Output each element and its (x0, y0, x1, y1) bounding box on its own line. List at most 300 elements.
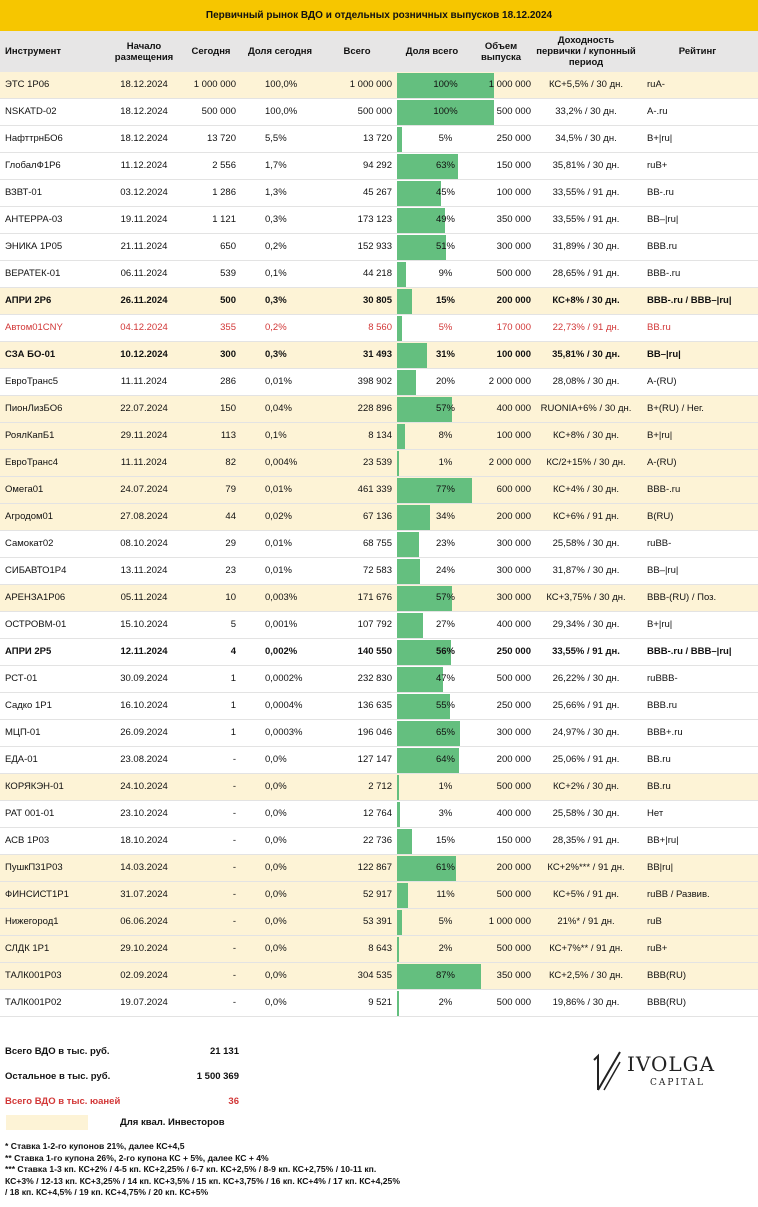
today-share-cell: 0,1% (265, 430, 287, 441)
today-share-cell: 0,002% (265, 646, 298, 657)
start-date-cell: 18.12.2024 (120, 106, 168, 117)
table-row (0, 153, 758, 180)
total-rest-value: 1 500 369 (196, 1071, 239, 1082)
volume-cell: 250 000 (496, 133, 531, 144)
instrument-cell: СЗА БО-01 (5, 349, 56, 360)
start-date-cell: 10.12.2024 (120, 349, 168, 360)
start-date-cell: 30.09.2024 (120, 673, 168, 684)
start-date-cell: 06.11.2024 (120, 268, 168, 279)
rating-cell: BB.ru (647, 754, 671, 765)
table-row (0, 612, 758, 639)
today-cell: 4 (230, 646, 236, 657)
volume-cell: 500 000 (496, 106, 531, 117)
total-cell: 72 583 (362, 565, 392, 576)
instrument-cell: ЕвроТранс5 (5, 376, 59, 387)
col-today-share: Доля сегодня (247, 46, 313, 57)
total-share-cell: 57% (435, 592, 455, 603)
yield-cell: КС+3,75% / 30 дн. (546, 592, 626, 603)
logo-text: IVOLGA (627, 1052, 716, 1076)
volume-cell: 400 000 (496, 808, 531, 819)
rating-cell: BBB+.ru (647, 727, 683, 738)
instrument-cell: Автом01CNY (5, 322, 63, 333)
volume-cell: 200 000 (496, 862, 531, 873)
volume-cell: 2 000 000 (488, 376, 531, 387)
total-cell: 461 339 (357, 484, 392, 495)
yield-cell: 33,2% / 30 дн. (555, 106, 617, 117)
total-cell: 228 896 (357, 403, 392, 414)
today-cell: - (232, 916, 236, 927)
volume-cell: 300 000 (496, 565, 531, 576)
table-row (0, 828, 758, 855)
instrument-cell: Омега01 (5, 484, 44, 495)
start-date-cell: 11.11.2024 (120, 457, 168, 468)
today-share-cell: 0,0% (265, 889, 287, 900)
table-row (0, 639, 758, 666)
table-row (0, 261, 758, 288)
volume-cell: 150 000 (496, 835, 531, 846)
instrument-cell: СЛДК 1Р1 (5, 943, 50, 954)
instrument-cell: ОСТРОВМ-01 (5, 619, 67, 630)
rating-cell: BB–|ru| (647, 349, 681, 360)
col-today: Сегодня (191, 46, 231, 57)
instrument-cell: ПионЛизБО6 (5, 403, 63, 414)
yield-cell: КС+2% / 30 дн. (552, 781, 620, 792)
total-share-cell: 51% (435, 241, 455, 252)
total-cny-label: Всего ВДО в тыс. юаней (5, 1096, 121, 1107)
instrument-cell: ТАЛК001Р02 (5, 997, 62, 1008)
yield-cell: 22,73% / 91 дн. (552, 322, 620, 333)
start-date-cell: 18.12.2024 (120, 133, 168, 144)
table-row (0, 936, 758, 963)
table-row (0, 774, 758, 801)
rating-cell: BB+|ru| (647, 835, 679, 846)
total-cell: 22 736 (362, 835, 392, 846)
total-cell: 67 136 (362, 511, 392, 522)
today-share-cell: 0,0% (265, 943, 287, 954)
instrument-cell: МЦП-01 (5, 727, 41, 738)
total-cell: 9 521 (368, 997, 392, 1008)
legend-qualified-label: Для квал. Инвесторов (120, 1117, 225, 1128)
volume-cell: 500 000 (496, 889, 531, 900)
today-cell: 44 (225, 511, 236, 522)
instrument-cell: АНТЕРРА-03 (5, 214, 63, 225)
table-row (0, 423, 758, 450)
table-row (0, 207, 758, 234)
rating-cell: ruB (647, 916, 662, 927)
total-share-cell: 63% (435, 160, 455, 171)
rating-cell: BBB-.ru (647, 268, 681, 279)
yield-cell: 21%* / 91 дн. (557, 916, 615, 927)
volume-cell: 1 000 000 (488, 79, 531, 90)
total-share-cell: 15% (435, 295, 455, 306)
yield-cell: 35,81% / 30 дн. (552, 160, 620, 171)
yield-cell: 28,35% / 91 дн. (552, 835, 620, 846)
table-row (0, 531, 758, 558)
start-date-cell: 22.07.2024 (120, 403, 168, 414)
rating-cell: BB|ru| (647, 862, 674, 873)
rating-cell: BBB-(RU) / Поз. (647, 592, 717, 603)
col-total-share: Доля всего (405, 46, 459, 57)
today-share-cell: 0,004% (265, 457, 298, 468)
total-cell: 122 867 (357, 862, 392, 873)
legend-swatch (6, 1115, 88, 1130)
instrument-cell: Садко 1Р1 (5, 700, 52, 711)
rating-cell: ruA- (647, 79, 665, 90)
yield-cell: 33,55% / 91 дн. (552, 214, 620, 225)
col-instrument: Инструмент (5, 46, 62, 57)
table-row (0, 369, 758, 396)
rating-cell: BB–|ru| (647, 565, 679, 576)
yield-cell: 25,06% / 91 дн. (552, 754, 620, 765)
volume-cell: 250 000 (496, 646, 531, 657)
total-cell: 30 805 (362, 295, 392, 306)
today-share-cell: 0,04% (265, 403, 292, 414)
table-row (0, 99, 758, 126)
rating-cell: BB.ru (647, 781, 671, 792)
col-start: Начало размещения (114, 40, 174, 63)
yield-cell: КС+4% / 30 дн. (552, 484, 620, 495)
yield-cell: 25,58% / 30 дн. (552, 808, 620, 819)
start-date-cell: 27.08.2024 (120, 511, 168, 522)
start-date-cell: 18.10.2024 (120, 835, 168, 846)
instrument-cell: РоялКапБ1 (5, 430, 55, 441)
total-vdo-label: Всего ВДО в тыс. руб. (5, 1046, 110, 1057)
volume-cell: 350 000 (496, 214, 531, 225)
rating-cell: A-.ru (647, 106, 668, 117)
start-date-cell: 03.12.2024 (120, 187, 168, 198)
total-share-cell: 55% (435, 700, 455, 711)
today-cell: 1 121 (212, 214, 236, 225)
start-date-cell: 08.10.2024 (120, 538, 168, 549)
total-cell: 31 493 (362, 349, 392, 360)
today-share-cell: 0,0% (265, 808, 287, 819)
total-cell: 8 560 (368, 322, 392, 333)
today-cell: - (232, 808, 236, 819)
total-share-cell: 15% (435, 835, 455, 846)
table-row (0, 504, 758, 531)
table-row (0, 693, 758, 720)
rating-cell: ruB+ (647, 160, 668, 171)
table-row (0, 342, 758, 369)
total-share-cell: 11% (436, 889, 455, 900)
today-share-cell: 0,3% (265, 214, 287, 225)
table-row (0, 909, 758, 936)
rating-cell: ruBB- (647, 538, 672, 549)
total-share-cell: 65% (435, 727, 455, 738)
today-share-cell: 0,0% (265, 997, 287, 1008)
today-share-cell: 0,01% (265, 565, 292, 576)
rating-cell: BBB(RU) (647, 970, 687, 981)
today-cell: 1 (230, 700, 236, 711)
table-body (0, 72, 758, 1017)
start-date-cell: 16.10.2024 (120, 700, 168, 711)
yield-cell: КС+6% / 91 дн. (552, 511, 620, 522)
total-share-cell: 45% (435, 187, 455, 198)
total-cell: 94 292 (362, 160, 392, 171)
start-date-cell: 14.03.2024 (120, 862, 168, 873)
footnote: * Ставка 1-2-го купонов 21%, далее КС+4,5 (5, 1141, 185, 1151)
instrument-cell: ВЗВТ-01 (5, 187, 42, 198)
instrument-cell: НафттрнБО6 (5, 133, 63, 144)
volume-cell: 200 000 (496, 295, 531, 306)
total-share-cell: 5% (438, 133, 453, 144)
volume-cell: 500 000 (496, 997, 531, 1008)
volume-cell: 500 000 (496, 943, 531, 954)
rating-cell: ruB+ (647, 943, 668, 954)
today-cell: 500 (220, 295, 236, 306)
yield-cell: 35,81% / 30 дн. (552, 349, 620, 360)
rating-cell: B+|ru| (647, 430, 673, 441)
yield-cell: КС+7%** / 91 дн. (549, 943, 623, 954)
table-row (0, 180, 758, 207)
total-cell: 13 720 (362, 133, 392, 144)
yield-cell: 19,86% / 30 дн. (552, 997, 620, 1008)
yield-cell: 28,08% / 30 дн. (552, 376, 620, 387)
today-share-cell: 0,0% (265, 916, 287, 927)
yield-cell: КС+5,5% / 30 дн. (548, 79, 624, 90)
col-rating: Рейтинг (678, 46, 717, 57)
today-cell: 1 (230, 727, 236, 738)
today-cell: 13 720 (206, 133, 236, 144)
total-cell: 398 902 (357, 376, 392, 387)
total-rest-label: Остальное в тыс. руб. (5, 1071, 111, 1082)
total-cell: 304 535 (357, 970, 392, 981)
col-total: Всего (343, 46, 371, 57)
total-cell: 52 917 (362, 889, 392, 900)
start-date-cell: 31.07.2024 (120, 889, 168, 900)
volume-cell: 100 000 (496, 430, 531, 441)
start-date-cell: 21.11.2024 (120, 241, 168, 252)
start-date-cell: 19.11.2024 (120, 214, 168, 225)
volume-cell: 250 000 (496, 700, 531, 711)
today-cell: 1 000 000 (193, 79, 236, 90)
rating-cell: A-(RU) (647, 457, 677, 468)
today-share-cell: 0,0% (265, 781, 287, 792)
rating-cell: BB-.ru (647, 187, 674, 198)
today-cell: - (232, 889, 236, 900)
today-cell: - (232, 754, 236, 765)
today-share-cell: 0,0% (265, 862, 287, 873)
table-row (0, 477, 758, 504)
instrument-cell: РСТ-01 (5, 673, 38, 684)
instrument-cell: ЕвроТранс4 (5, 457, 59, 468)
yield-cell: КС/2+15% / 30 дн. (546, 457, 626, 468)
total-cell: 500 000 (357, 106, 392, 117)
volume-cell: 200 000 (496, 754, 531, 765)
start-date-cell: 18.12.2024 (120, 79, 168, 90)
total-vdo (5, 1046, 239, 1057)
total-cny (5, 1096, 239, 1107)
yield-cell: 31,89% / 30 дн. (552, 241, 620, 252)
total-share-cell: 87% (435, 970, 455, 981)
today-cell: 286 (220, 376, 236, 387)
today-share-cell: 0,01% (265, 484, 292, 495)
volume-cell: 500 000 (496, 268, 531, 279)
start-date-cell: 26.09.2024 (120, 727, 168, 738)
total-share-cell: 8% (438, 430, 453, 441)
yield-cell: 29,34% / 30 дн. (552, 619, 620, 630)
total-cell: 232 830 (357, 673, 392, 684)
volume-cell: 150 000 (496, 160, 531, 171)
rating-cell: B(RU) (647, 511, 674, 522)
start-date-cell: 29.11.2024 (120, 430, 168, 441)
volume-cell: 1 000 000 (488, 916, 531, 927)
total-cell: 107 792 (357, 619, 392, 630)
total-vdo-value: 21 131 (209, 1046, 239, 1057)
today-cell: 2 556 (212, 160, 236, 171)
today-share-cell: 100,0% (265, 106, 298, 117)
volume-cell: 2 000 000 (488, 457, 531, 468)
table-row (0, 720, 758, 747)
volume-cell: 300 000 (496, 241, 531, 252)
start-date-cell: 13.11.2024 (120, 565, 168, 576)
total-share-cell: 64% (435, 754, 455, 765)
instrument-cell: ТАЛК001Р03 (5, 970, 62, 981)
rating-cell: BB–|ru| (647, 214, 679, 225)
total-cell: 173 123 (357, 214, 392, 225)
yield-cell: 31,87% / 30 дн. (552, 565, 620, 576)
yield-cell: КС+8% / 30 дн. (552, 295, 620, 306)
table-row (0, 396, 758, 423)
table-row (0, 747, 758, 774)
total-cell: 12 764 (362, 808, 392, 819)
today-share-cell: 0,2% (265, 322, 287, 333)
instrument-cell: АПРИ 2Р5 (5, 646, 52, 657)
total-cell: 171 676 (357, 592, 392, 603)
logo-subtext: CAPITAL (650, 1078, 705, 1088)
rating-cell: Нет (647, 808, 664, 819)
total-cell: 8 134 (368, 430, 392, 441)
instrument-cell: АРЕНЗА1Р06 (5, 592, 66, 603)
rating-cell: B+|ru| (647, 619, 673, 630)
total-share-cell: 100% (433, 106, 458, 117)
volume-cell: 600 000 (496, 484, 531, 495)
total-cell: 2 712 (368, 781, 392, 792)
today-share-cell: 0,0003% (265, 727, 303, 738)
table-row (0, 315, 758, 342)
volume-cell: 100 000 (496, 187, 531, 198)
today-cell: - (232, 781, 236, 792)
total-cell: 23 539 (362, 457, 392, 468)
total-share-cell: 1% (438, 457, 453, 468)
total-cell: 1 000 000 (349, 79, 392, 90)
start-date-cell: 02.09.2024 (120, 970, 168, 981)
total-share-cell: 77% (435, 484, 455, 495)
instrument-cell: КОРЯКЭН-01 (5, 781, 64, 792)
instrument-cell: NSKATD-02 (5, 106, 57, 117)
page-title: Первичный рынок ВДО и отдельных розничных выпусков 18.12.2024 (0, 0, 758, 31)
table-row (0, 855, 758, 882)
volume-cell: 300 000 (496, 538, 531, 549)
today-share-cell: 5,5% (265, 133, 287, 144)
today-cell: - (232, 835, 236, 846)
yield-cell: RUONIA+6% / 30 дн. (540, 403, 632, 414)
today-cell: - (232, 997, 236, 1008)
table-row (0, 666, 758, 693)
today-share-cell: 0,001% (265, 619, 298, 630)
table-row (0, 558, 758, 585)
rating-cell: BBB(RU) (647, 997, 687, 1008)
table-row (0, 234, 758, 261)
rating-cell: BBB-.ru / BBB–|ru| (647, 295, 732, 306)
instrument-cell: Самокат02 (5, 538, 54, 549)
today-share-cell: 0,0% (265, 835, 287, 846)
instrument-cell: СИБАВТО1Р4 (5, 565, 67, 576)
footnote: ** Ставка 1-го купона 26%, 2-го купона КС + 5%, далее КС + 4% (5, 1152, 269, 1163)
total-cell: 196 046 (357, 727, 392, 738)
col-yield: Доходность первички / купонный период (536, 35, 636, 68)
total-cell: 127 147 (357, 754, 392, 765)
volume-cell: 400 000 (496, 619, 531, 630)
total-cell: 45 267 (362, 187, 392, 198)
rating-cell: BBB-.ru (647, 484, 681, 495)
start-date-cell: 24.10.2024 (120, 781, 168, 792)
volume-cell: 100 000 (496, 349, 531, 360)
instrument-cell: ЕДА-01 (5, 754, 38, 765)
yield-cell: 28,65% / 91 дн. (552, 268, 620, 279)
today-cell: 355 (220, 322, 236, 333)
total-share-cell: 5% (438, 322, 453, 333)
today-cell: 500 000 (201, 106, 236, 117)
total-share-cell: 3% (438, 808, 453, 819)
instrument-cell: Нижегород1 (5, 916, 59, 927)
today-share-cell: 1,7% (265, 160, 287, 171)
total-cell: 140 550 (357, 646, 392, 657)
rating-cell: B+(RU) / Нег. (647, 403, 704, 414)
yield-cell: КС+5% / 91 дн. (552, 889, 620, 900)
total-share-cell: 27% (435, 619, 455, 630)
footnote: / 18 кп. КС+4,5% / 19 кп. КС+4,75% / 20 кп. КС+5% (5, 1187, 209, 1198)
rating-cell: A-(RU) (647, 376, 677, 387)
today-share-cell: 0,01% (265, 538, 292, 549)
today-share-cell: 0,3% (265, 349, 287, 360)
total-share-cell: 23% (435, 538, 455, 549)
volume-cell: 300 000 (496, 727, 531, 738)
start-date-cell: 06.06.2024 (120, 916, 168, 927)
start-date-cell: 19.07.2024 (120, 997, 168, 1008)
total-share-cell: 47% (435, 673, 455, 684)
today-share-cell: 0,0% (265, 754, 287, 765)
volume-cell: 200 000 (496, 511, 531, 522)
volume-cell: 300 000 (496, 592, 531, 603)
table-row (0, 585, 758, 612)
total-share-cell: 9% (438, 268, 453, 279)
instrument-cell: Агродом01 (5, 511, 54, 522)
start-date-cell: 24.07.2024 (120, 484, 168, 495)
volume-cell: 400 000 (496, 403, 531, 414)
today-cell: 1 (230, 673, 236, 684)
today-share-cell: 0,02% (265, 511, 292, 522)
rating-cell: BB.ru (647, 322, 671, 333)
today-share-cell: 0,3% (265, 295, 287, 306)
total-share-cell: 5% (438, 916, 453, 927)
table-row (0, 126, 758, 153)
total-share-cell: 56% (435, 646, 455, 657)
today-share-cell: 0,0% (265, 970, 287, 981)
total-share-cell: 31% (435, 349, 455, 360)
volume-cell: 500 000 (496, 673, 531, 684)
instrument-cell: РАТ 001-01 (5, 808, 55, 819)
start-date-cell: 11.12.2024 (120, 160, 168, 171)
instrument-cell: ВЕРАТЕК-01 (5, 268, 61, 279)
table-row (0, 882, 758, 909)
rating-cell: BBB.ru (647, 241, 678, 252)
footnotes (5, 1141, 400, 1199)
start-date-cell: 12.11.2024 (120, 646, 168, 657)
today-cell: 150 (220, 403, 236, 414)
footnote: КС+3% / 12-13 кп. КС+3,25% / 14 кп. КС+3,5% / 15 кп. КС+3,75% / 16 кп. КС+4% / 17 кп. КС+4,25% (5, 1175, 400, 1186)
start-date-cell: 11.11.2024 (120, 376, 168, 387)
